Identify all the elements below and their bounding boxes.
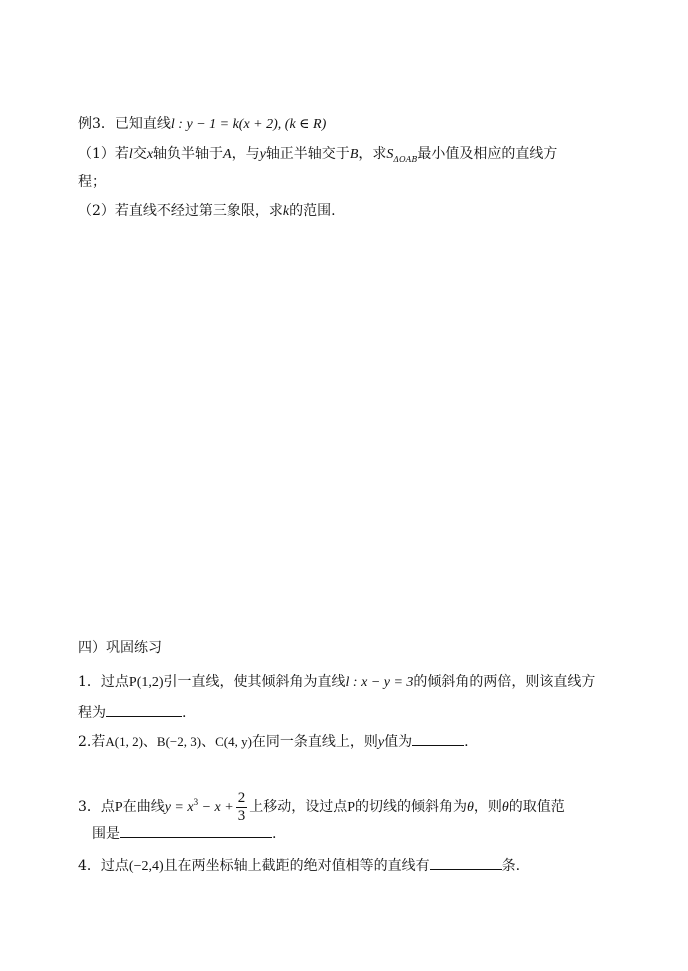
q1-var-b: B: [349, 147, 359, 162]
p2-text: 2.若: [78, 734, 106, 750]
q2-var-k: k: [282, 204, 290, 219]
p1-text: .: [182, 705, 187, 721]
p3-text: 上移动，设过点: [249, 799, 348, 815]
p4-point: (−2,4): [128, 859, 164, 874]
q1-var-a: A: [223, 147, 232, 162]
p2-text: .: [464, 734, 469, 750]
p3-fraction-numerator: 2: [237, 789, 246, 806]
q1-text: 轴负半轴于: [153, 146, 224, 162]
example3-question1: [78, 144, 557, 170]
section-title-text: 四）巩固练习: [78, 640, 162, 656]
p2-text: 、: [142, 734, 157, 750]
p3-text: 的取值范: [508, 799, 565, 815]
problem-4: [78, 855, 520, 877]
q1-text: 交: [132, 146, 147, 162]
p3-eq-exponent: 3: [193, 797, 199, 807]
problem-2: [78, 731, 469, 753]
p3-point-p: P: [347, 800, 355, 815]
p1-point: P(1,2): [128, 675, 164, 690]
p3-eq-left: y = x: [164, 800, 194, 815]
q2-text: 的范围.: [289, 203, 336, 219]
problem-3: [78, 782, 565, 828]
q1-text: 最小值及相应的直线方: [417, 146, 558, 162]
q1-var-x: x: [146, 147, 154, 162]
p3-var-theta: θ: [501, 800, 509, 815]
q1-text: ，与: [231, 146, 260, 162]
p1-text: 的倾斜角的两倍，则该直线方: [413, 674, 596, 690]
example3-question1-cont: [78, 172, 106, 192]
p4-answer-blank[interactable]: [430, 855, 502, 870]
q1-var-s: S: [386, 147, 394, 162]
p1-text: 1．过点: [78, 674, 129, 690]
p4-text: 条.: [501, 858, 521, 874]
p3-fraction-denominator: 3: [237, 807, 246, 824]
p2-text: 、: [201, 734, 216, 750]
q1-text: ，求: [358, 146, 387, 162]
p2-answer-blank[interactable]: [412, 731, 464, 746]
q1-text: 轴正半轴交于: [265, 146, 350, 162]
p3-text: 3．点: [78, 799, 115, 815]
q1-var-y: y: [259, 147, 266, 162]
q1-text: 程；: [78, 174, 106, 190]
example3-equation: l : y − 1 = k(x + 2), (k ∈ R): [170, 117, 327, 132]
q2-text: （2）若直线不经过第三象限，求: [78, 203, 283, 219]
p1-line-eq: l : x − y = 3: [345, 675, 414, 690]
p3-text: ，则: [473, 799, 502, 815]
q1-text: （1）若: [78, 146, 129, 162]
p2-text: 值为: [384, 734, 413, 750]
p1-text: 程为: [78, 705, 106, 721]
p2-point-a: A(1, 2): [105, 734, 143, 749]
example3-question2: [78, 201, 336, 222]
p3-point-p: P: [114, 800, 123, 815]
p2-point-b: B(−2, 3): [156, 734, 202, 749]
p1-answer-blank[interactable]: [106, 702, 182, 717]
p3-text: 围是: [92, 826, 120, 842]
p1-text: 引一直线，使其倾斜角为直线: [163, 674, 346, 690]
p2-point-c: C(4, y): [215, 734, 252, 749]
p3-text: 在曲线: [122, 799, 165, 815]
q1-var-l: l: [128, 147, 133, 162]
p2-text: 在同一条直线上，则: [251, 734, 378, 750]
example3-header: [78, 114, 326, 135]
section4-title: [78, 638, 162, 658]
p2-var-y: y: [377, 735, 385, 750]
example3-label: 例3．已知直线: [78, 116, 171, 132]
q1-subscript: ΔOAB: [393, 155, 418, 164]
p3-fraction: [236, 790, 248, 825]
problem-3-cont: [92, 823, 276, 844]
p4-text: 4．过点: [78, 858, 129, 874]
problem-1-cont: [78, 702, 186, 723]
p3-text: 的切线的倾斜角为: [355, 799, 467, 815]
p3-eq-mid: − x +: [198, 800, 234, 815]
p3-text: .: [272, 826, 277, 842]
p3-var-theta: θ: [467, 800, 474, 815]
p4-text: 且在两坐标轴上截距的绝对值相等的直线有: [163, 858, 430, 874]
p3-answer-blank[interactable]: [120, 823, 272, 838]
problem-1: [78, 672, 595, 693]
